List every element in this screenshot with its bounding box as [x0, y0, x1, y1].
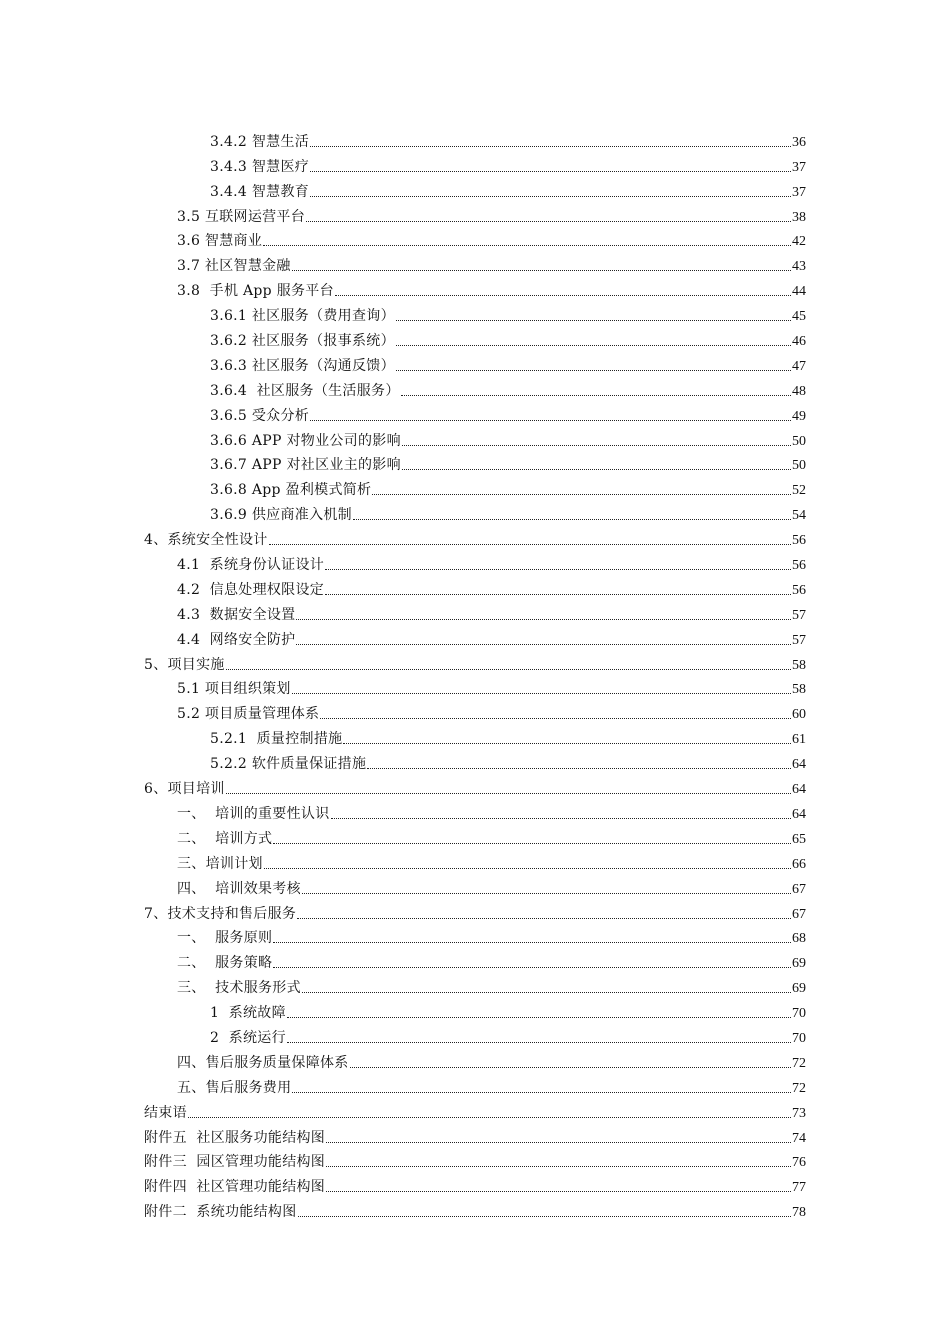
toc-dot-leader — [335, 295, 791, 296]
toc-entry-page-number: 57 — [792, 607, 806, 623]
toc-entry-page-number: 50 — [792, 433, 806, 449]
toc-entry-title: 3.6.9 供应商准入机制 — [210, 507, 352, 524]
toc-dot-leader — [226, 669, 791, 670]
toc-entry[interactable] — [144, 1122, 806, 1147]
toc-dot-leader — [326, 1166, 791, 1167]
toc-entry[interactable] — [177, 1072, 806, 1097]
toc-entry-title: 2 系统运行 — [210, 1029, 286, 1046]
toc-dot-leader — [292, 693, 791, 694]
toc-entry-page-number: 49 — [792, 408, 806, 424]
toc-entry-title: 4.3 数据安全设置 — [177, 606, 296, 623]
toc-dot-leader — [302, 992, 791, 993]
toc-entry[interactable] — [177, 226, 806, 251]
toc-entry-title: 二、 培训方式 — [177, 830, 273, 847]
toc-dot-leader — [263, 245, 791, 246]
toc-entry-title: 4.1 系统身份认证设计 — [177, 557, 325, 574]
toc-entry-title: 3.4.2 智慧生活 — [210, 133, 310, 150]
toc-entry-page-number: 42 — [792, 234, 806, 250]
toc-entry[interactable] — [177, 947, 806, 972]
toc-entry-page-number: 67 — [792, 881, 806, 897]
toc-entry-title: 附件四 社区管理功能结构图 — [144, 1179, 326, 1196]
toc-entry-title: 三、培训计划 — [177, 855, 263, 872]
toc-entry-page-number: 46 — [792, 334, 806, 350]
toc-entry-title: 3.6.2 社区服务（报事系统） — [210, 333, 395, 350]
toc-entry-page-number: 64 — [792, 757, 806, 773]
toc-entry-title: 5.1 项目组织策划 — [177, 681, 291, 698]
toc-dot-leader — [296, 644, 791, 645]
toc-entry-page-number: 36 — [792, 134, 806, 150]
toc-entry[interactable] — [210, 1022, 806, 1047]
toc-entry-page-number: 68 — [792, 931, 806, 947]
toc-entry-title: 3.6.6 APP 对物业公司的影响 — [210, 432, 401, 449]
toc-entry[interactable] — [177, 873, 806, 898]
toc-entry-page-number: 44 — [792, 284, 806, 300]
toc-dot-leader — [343, 743, 791, 744]
toc-entry-title: 3.6.1 社区服务（费用查询） — [210, 308, 395, 325]
toc-entry-title: 结束语 — [144, 1104, 187, 1121]
toc-entry[interactable] — [177, 923, 806, 948]
toc-dot-leader — [302, 893, 791, 894]
toc-dot-leader — [273, 942, 791, 943]
toc-entry-page-number: 64 — [792, 782, 806, 798]
toc-dot-leader — [402, 469, 791, 470]
toc-entry[interactable] — [210, 300, 806, 325]
toc-entry[interactable] — [177, 275, 806, 300]
toc-entry[interactable] — [144, 1147, 806, 1172]
toc-entry-page-number: 52 — [792, 483, 806, 499]
toc-dot-leader — [273, 967, 791, 968]
toc-entry-page-number: 54 — [792, 508, 806, 524]
toc-entry-page-number: 70 — [792, 1030, 806, 1046]
toc-entry-title: 四、售后服务质量保障体系 — [177, 1054, 349, 1071]
toc-entry-page-number: 77 — [792, 1180, 806, 1196]
toc-entry-page-number: 61 — [792, 732, 806, 748]
toc-dot-leader — [306, 221, 791, 222]
toc-entry-page-number: 69 — [792, 956, 806, 972]
toc-entry[interactable] — [177, 848, 806, 873]
toc-entry-title: 3.6.8 App 盈利模式简析 — [210, 482, 372, 499]
toc-entry[interactable] — [210, 375, 806, 400]
toc-entry[interactable] — [177, 674, 806, 699]
toc-entry[interactable] — [177, 201, 806, 226]
toc-dot-leader — [273, 843, 791, 844]
toc-entry-page-number: 48 — [792, 383, 806, 399]
toc-entry[interactable] — [210, 176, 806, 201]
toc-dot-leader — [367, 768, 791, 769]
toc-entry-title: 5.2.2 软件质量保证措施 — [210, 756, 367, 773]
toc-entry-page-number: 78 — [792, 1205, 806, 1221]
toc-entry[interactable] — [210, 325, 806, 350]
toc-entry-page-number: 56 — [792, 533, 806, 549]
toc-entry-title: 一、 培训的重要性认识 — [177, 805, 330, 822]
toc-entry-page-number: 70 — [792, 1006, 806, 1022]
toc-dot-leader — [287, 1042, 791, 1043]
toc-entry-title: 3.6.3 社区服务（沟通反馈） — [210, 357, 395, 374]
toc-entry[interactable] — [144, 773, 806, 798]
toc-entry[interactable] — [210, 400, 806, 425]
toc-dot-leader — [331, 818, 792, 819]
toc-dot-leader — [350, 1067, 791, 1068]
toc-dot-leader — [298, 1216, 792, 1217]
toc-entry-page-number: 37 — [792, 184, 806, 200]
toc-entry[interactable] — [210, 748, 806, 773]
toc-entry-title: 6、项目培训 — [144, 781, 225, 798]
toc-dot-leader — [310, 196, 791, 197]
toc-dot-leader — [188, 1117, 791, 1118]
toc-entry-title: 7、技术支持和售后服务 — [144, 905, 297, 922]
toc-entry-title: 五、售后服务费用 — [177, 1079, 292, 1096]
toc-entry-page-number: 72 — [792, 1055, 806, 1071]
toc-entry-page-number: 58 — [792, 682, 806, 698]
toc-entry-title: 3.4.3 智慧医疗 — [210, 158, 310, 175]
toc-entry-page-number: 57 — [792, 632, 806, 648]
toc-entry[interactable] — [144, 1171, 806, 1196]
toc-dot-leader — [396, 370, 791, 371]
toc-entry-page-number: 50 — [792, 458, 806, 474]
toc-entry-title: 5、项目实施 — [144, 656, 225, 673]
toc-entry-page-number: 43 — [792, 259, 806, 275]
toc-entry-page-number: 76 — [792, 1155, 806, 1171]
toc-entry-page-number: 56 — [792, 558, 806, 574]
toc-entry-title: 4.4 网络安全防护 — [177, 631, 296, 648]
toc-entry-page-number: 56 — [792, 582, 806, 598]
toc-entry[interactable] — [144, 1196, 806, 1221]
toc-entry[interactable] — [210, 474, 806, 499]
toc-dot-leader — [396, 345, 791, 346]
toc-entry[interactable] — [177, 798, 806, 823]
toc-dot-leader — [310, 420, 791, 421]
toc-entry-title: 一、 服务原则 — [177, 930, 273, 947]
toc-entry-title: 1 系统故障 — [210, 1005, 286, 1022]
toc-dot-leader — [401, 395, 791, 396]
toc-entry-title: 3.7 社区智慧金融 — [177, 258, 291, 275]
toc-entry-page-number: 73 — [792, 1105, 806, 1121]
toc-entry-title: 二、 服务策略 — [177, 955, 273, 972]
toc-dot-leader — [372, 494, 791, 495]
toc-entry-page-number: 37 — [792, 159, 806, 175]
toc-dot-leader — [310, 171, 791, 172]
toc-dot-leader — [226, 793, 791, 794]
toc-entry-page-number: 47 — [792, 358, 806, 374]
toc-entry-title: 三、 技术服务形式 — [177, 980, 301, 997]
toc-entry[interactable] — [210, 499, 806, 524]
toc-dot-leader — [287, 1017, 791, 1018]
toc-entry-title: 3.5 互联网运营平台 — [177, 208, 306, 225]
toc-entry-page-number: 67 — [792, 906, 806, 922]
toc-entry-page-number: 60 — [792, 707, 806, 723]
toc-entry[interactable] — [144, 524, 806, 549]
toc-entry[interactable] — [177, 250, 806, 275]
toc-entry[interactable] — [210, 151, 806, 176]
toc-entry-page-number: 65 — [792, 831, 806, 847]
toc-entry[interactable] — [177, 823, 806, 848]
toc-entry-page-number: 69 — [792, 981, 806, 997]
toc-entry-title: 附件三 园区管理功能结构图 — [144, 1154, 326, 1171]
toc-entry[interactable] — [177, 599, 806, 624]
toc-entry-page-number: 74 — [792, 1130, 806, 1146]
toc-entry[interactable] — [144, 649, 806, 674]
toc-entry[interactable] — [177, 549, 806, 574]
toc-dot-leader — [292, 270, 791, 271]
toc-dot-leader — [310, 146, 791, 147]
toc-entry-page-number: 72 — [792, 1080, 806, 1096]
toc-entry-title: 3.6.4 社区服务（生活服务） — [210, 382, 400, 399]
toc-entry[interactable] — [210, 997, 806, 1022]
toc-dot-leader — [320, 718, 791, 719]
toc-entry-title: 附件二 系统功能结构图 — [144, 1204, 297, 1221]
toc-entry-title: 5.2.1 质量控制措施 — [210, 731, 343, 748]
toc-dot-leader — [325, 594, 791, 595]
toc-entry-title: 3.6.7 APP 对社区业主的影响 — [210, 457, 401, 474]
toc-entry-page-number: 66 — [792, 856, 806, 872]
toc-entry-title: 3.8 手机 App 服务平台 — [177, 283, 334, 300]
toc-entry[interactable] — [210, 126, 806, 151]
toc-entry-page-number: 38 — [792, 209, 806, 225]
toc-entry[interactable] — [210, 425, 806, 450]
toc-entry[interactable] — [144, 898, 806, 923]
toc-entry-title: 4、系统安全性设计 — [144, 532, 268, 549]
toc-entry[interactable] — [177, 698, 806, 723]
toc-entry[interactable] — [210, 450, 806, 475]
toc-entry-page-number: 64 — [792, 806, 806, 822]
toc-entry-title: 3.4.4 智慧教育 — [210, 183, 310, 200]
toc-dot-leader — [396, 320, 791, 321]
toc-entry[interactable] — [177, 624, 806, 649]
toc-dot-leader — [326, 1191, 791, 1192]
toc-entry-title: 附件五 社区服务功能结构图 — [144, 1129, 326, 1146]
toc-entry-page-number: 45 — [792, 309, 806, 325]
toc-entry[interactable] — [177, 574, 806, 599]
toc-entry-title: 4.2 信息处理权限设定 — [177, 581, 325, 598]
toc-dot-leader — [269, 544, 791, 545]
toc-dot-leader — [325, 569, 791, 570]
toc-dot-leader — [402, 445, 791, 446]
toc-entry-title: 3.6.5 受众分析 — [210, 407, 310, 424]
toc-entry[interactable] — [177, 972, 806, 997]
toc-dot-leader — [292, 1092, 791, 1093]
toc-dot-leader — [326, 1142, 791, 1143]
toc-entry-page-number: 58 — [792, 657, 806, 673]
toc-entry[interactable] — [144, 1097, 806, 1122]
toc-entry[interactable] — [177, 1047, 806, 1072]
table-of-contents — [0, 126, 950, 1221]
toc-dot-leader — [353, 519, 791, 520]
toc-entry-title: 3.6 智慧商业 — [177, 233, 263, 250]
toc-entry[interactable] — [210, 723, 806, 748]
toc-entry-title: 5.2 项目质量管理体系 — [177, 706, 320, 723]
toc-dot-leader — [264, 868, 791, 869]
toc-entry-title: 四、 培训效果考核 — [177, 880, 301, 897]
toc-entry[interactable] — [210, 350, 806, 375]
toc-dot-leader — [297, 918, 791, 919]
toc-dot-leader — [296, 619, 791, 620]
